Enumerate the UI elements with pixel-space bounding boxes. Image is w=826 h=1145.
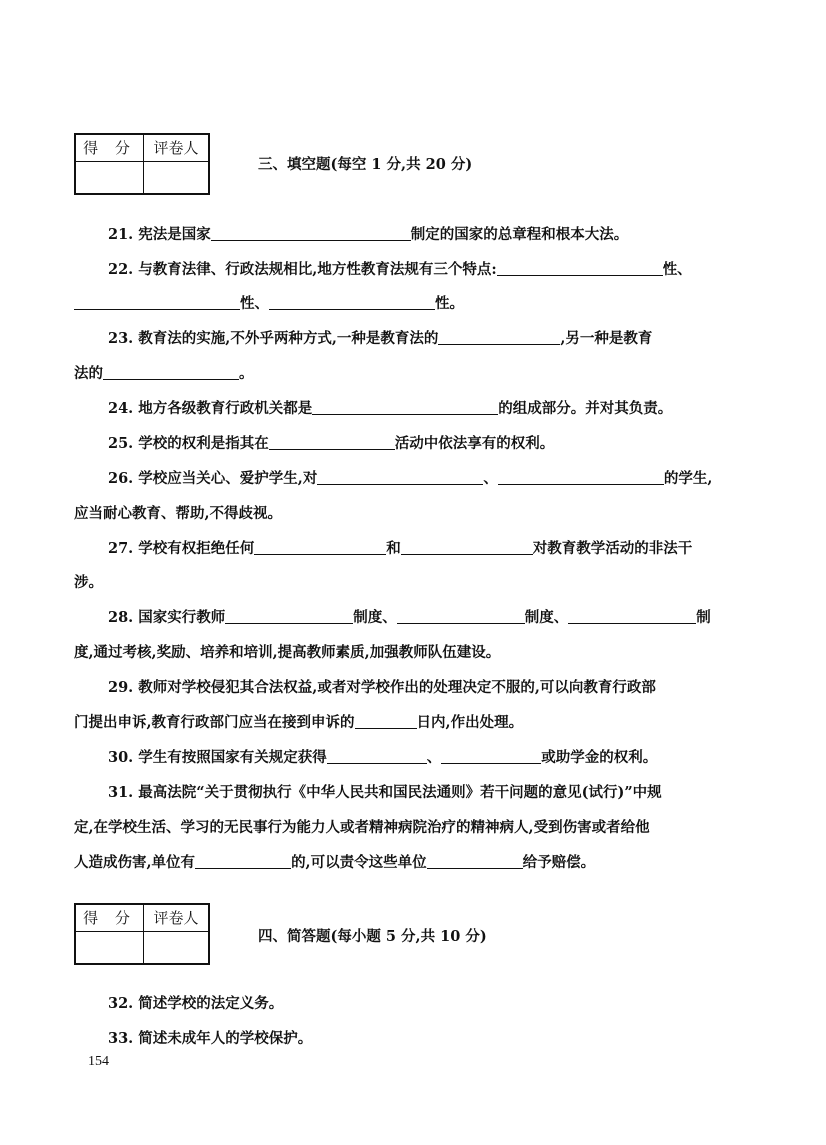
question-text: 26. 学校应当关心、爱护学生,对 [108, 470, 318, 487]
question-text: 性、 [662, 261, 692, 278]
question-28-cont [74, 642, 754, 664]
question-text: 30. 学生有按照国家有关规定获得 [108, 749, 327, 766]
question-text: 制度、 [524, 609, 569, 626]
score-cell[interactable] [76, 932, 144, 963]
question-27 [108, 538, 754, 560]
grader-header: 评卷人 [153, 909, 199, 927]
question-text: 制度、 [353, 609, 397, 626]
question-31-cont2 [74, 852, 754, 874]
question-text: 涉。 [74, 574, 103, 591]
question-text: 性。 [435, 295, 464, 312]
question-text: ,另一种是教育 [560, 330, 653, 347]
answer-blank[interactable] [225, 608, 353, 624]
section-title-short-answer: 四、简答题(每小题 5 分,共 10 分) [258, 928, 487, 945]
question-28 [108, 607, 754, 629]
question-26-cont [74, 503, 754, 525]
question-27-cont [74, 572, 754, 594]
answer-blank[interactable] [427, 853, 523, 869]
question-text: 应当耐心教育、帮助,不得歧视。 [74, 505, 283, 522]
answer-blank[interactable] [355, 713, 417, 729]
question-text: 25. 学校的权利是指其在 [108, 435, 269, 452]
question-text: 24. 地方各级教育行政机关都是 [108, 400, 313, 417]
question-text: 或助学金的权利。 [541, 749, 658, 766]
question-text: 的学生, [663, 470, 713, 487]
question-21 [108, 224, 754, 246]
grader-cell[interactable] [144, 932, 208, 963]
score-cell[interactable] [76, 162, 144, 193]
page-number: 154 [88, 1054, 109, 1069]
question-text: 29. 教师对学校侵犯其合法权益,或者对学校作出的处理决定不服的,可以向教育行政部 [108, 679, 656, 696]
question-text: 28. 国家实行教师 [108, 609, 226, 626]
question-text: 定,在学校生活、学习的无民事行为能力人或者精神病院治疗的精神病人,受到伤害或者给他 [74, 819, 650, 836]
question-text: 性、 [240, 295, 269, 312]
answer-blank[interactable] [327, 748, 427, 764]
question-text: 22. 与教育法律、行政法规相比,地方性教育法规有三个特点: [108, 261, 497, 278]
question-text: 对教育教学活动的非法干 [532, 540, 693, 557]
question-22-cont [74, 293, 754, 315]
question-26 [108, 468, 754, 490]
grader-cell[interactable] [144, 162, 208, 193]
question-31-cont [74, 817, 754, 839]
score-table [74, 903, 210, 965]
question-text: 、 [426, 749, 442, 766]
answer-blank[interactable] [401, 539, 533, 555]
answer-blank[interactable] [195, 853, 291, 869]
question-22 [108, 259, 754, 281]
answer-blank[interactable] [497, 260, 663, 276]
question-text: 和 [386, 540, 401, 557]
score-table [74, 133, 210, 195]
question-text: 。 [239, 365, 254, 382]
question-text: 制 [696, 609, 711, 626]
answer-blank[interactable] [254, 539, 386, 555]
question-text: 23. 教育法的实施,不外乎两种方式,一种是教育法的 [108, 330, 439, 347]
score-header: 得 分 [76, 135, 144, 161]
score-header: 得 分 [76, 905, 144, 931]
question-text: 31. 最高法院“关于贯彻执行《中华人民共和国民法通则》若干问题的意见(试行)”中规 [108, 784, 662, 801]
question-text: 27. 学校有权拒绝任何 [108, 540, 255, 557]
question-text: 法的 [74, 365, 103, 382]
answer-blank[interactable] [103, 364, 239, 380]
answer-blank[interactable] [317, 469, 483, 485]
question-33: 33. 简述未成年人的学校保护。 [108, 1030, 313, 1047]
answer-blank[interactable] [568, 608, 696, 624]
question-31 [108, 782, 754, 804]
question-30 [108, 747, 754, 769]
question-text: 日内,作出处理。 [416, 714, 524, 731]
answer-blank[interactable] [397, 608, 525, 624]
question-23-cont [74, 363, 754, 385]
section-title-fill-blank: 三、填空题(每空 1 分,共 20 分) [258, 156, 473, 173]
question-text: 活动中依法享有的权利。 [394, 435, 555, 452]
answer-blank[interactable] [438, 329, 560, 345]
question-25 [108, 433, 754, 455]
answer-blank[interactable] [74, 294, 240, 310]
question-text: 的组成部分。并对其负责。 [498, 400, 673, 417]
question-23 [108, 328, 754, 350]
question-text: 度,通过考核,奖励、培养和培训,提高教师素质,加强教师队伍建设。 [74, 644, 501, 661]
answer-blank[interactable] [312, 399, 498, 415]
question-32: 32. 简述学校的法定义务。 [108, 995, 284, 1012]
grader-header: 评卷人 [153, 139, 199, 157]
answer-blank[interactable] [498, 469, 664, 485]
answer-blank[interactable] [269, 434, 395, 450]
question-text: 制定的国家的总章程和根本大法。 [410, 226, 629, 243]
question-text: 门提出申诉,教育行政部门应当在接到申诉的 [74, 714, 355, 731]
answer-blank[interactable] [269, 294, 435, 310]
question-24 [108, 398, 754, 420]
answer-blank[interactable] [211, 225, 411, 241]
question-29 [108, 677, 754, 699]
answer-blank[interactable] [441, 748, 541, 764]
question-29-cont [74, 712, 754, 734]
question-text: 给予赔偿。 [522, 854, 596, 871]
question-text: 、 [483, 470, 498, 487]
question-text: 人造成伤害,单位有 [74, 854, 196, 871]
question-text: 21. 宪法是国家 [108, 226, 211, 243]
question-text: 的,可以责令这些单位 [291, 854, 427, 871]
